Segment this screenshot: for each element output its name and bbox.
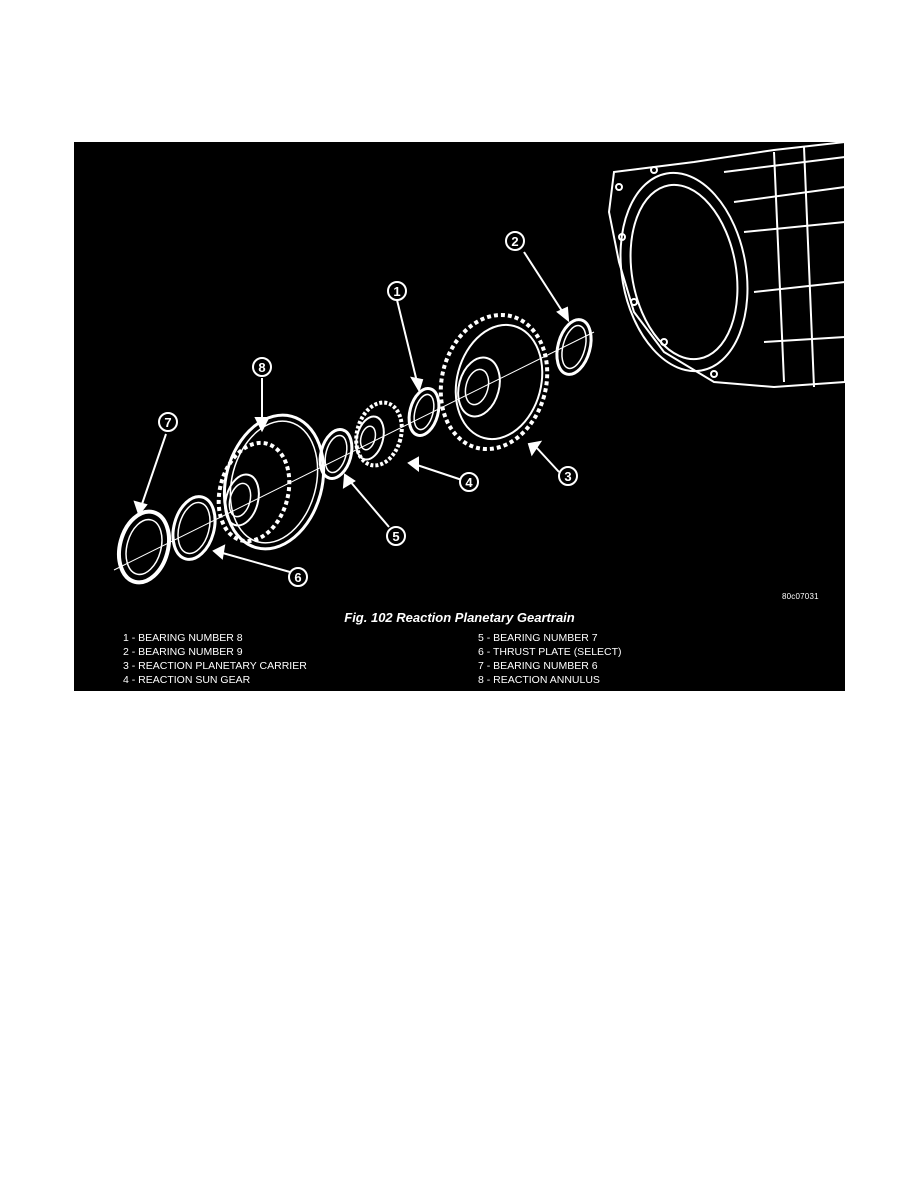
callout-label-2: 2 bbox=[511, 234, 519, 249]
callout-label-1: 1 bbox=[393, 284, 401, 299]
transmission-case bbox=[606, 142, 845, 387]
leader-arrows bbox=[135, 252, 568, 572]
legend-item: 8 - REACTION ANNULUS bbox=[478, 674, 600, 686]
legend-left bbox=[123, 631, 307, 687]
legend-right bbox=[478, 631, 622, 687]
legend-item: 1 - BEARING NUMBER 8 bbox=[123, 632, 243, 644]
legend-item: 4 - REACTION SUN GEAR bbox=[123, 674, 251, 686]
reaction-annulus bbox=[208, 404, 338, 560]
callout-label-8: 8 bbox=[258, 360, 266, 375]
figure-title: Fig. 102 Reaction Planetary Geartrain bbox=[344, 610, 575, 625]
callout-label-6: 6 bbox=[294, 570, 302, 585]
figure-code: 80c07031 bbox=[782, 592, 819, 601]
exploded-geartrain-illustration bbox=[74, 142, 845, 691]
legend-item: 2 - BEARING NUMBER 9 bbox=[123, 646, 243, 658]
legend-item: 6 - THRUST PLATE (SELECT) bbox=[478, 646, 622, 658]
legend-item: 7 - BEARING NUMBER 6 bbox=[478, 660, 598, 672]
legend-item: 5 - BEARING NUMBER 7 bbox=[478, 632, 598, 644]
legend-item: 3 - REACTION PLANETARY CARRIER bbox=[123, 660, 307, 672]
callout-label-5: 5 bbox=[392, 529, 400, 544]
bearing-number-6 bbox=[112, 506, 177, 588]
callout-label-3: 3 bbox=[564, 469, 572, 484]
reaction-sun-gear bbox=[349, 397, 408, 470]
bearing-number-9 bbox=[551, 316, 596, 378]
callout-label-4: 4 bbox=[465, 475, 473, 490]
callout-label-7: 7 bbox=[164, 415, 172, 430]
bearing-number-8 bbox=[404, 385, 443, 439]
figure-panel bbox=[74, 142, 845, 691]
thrust-plate-select bbox=[166, 492, 221, 564]
